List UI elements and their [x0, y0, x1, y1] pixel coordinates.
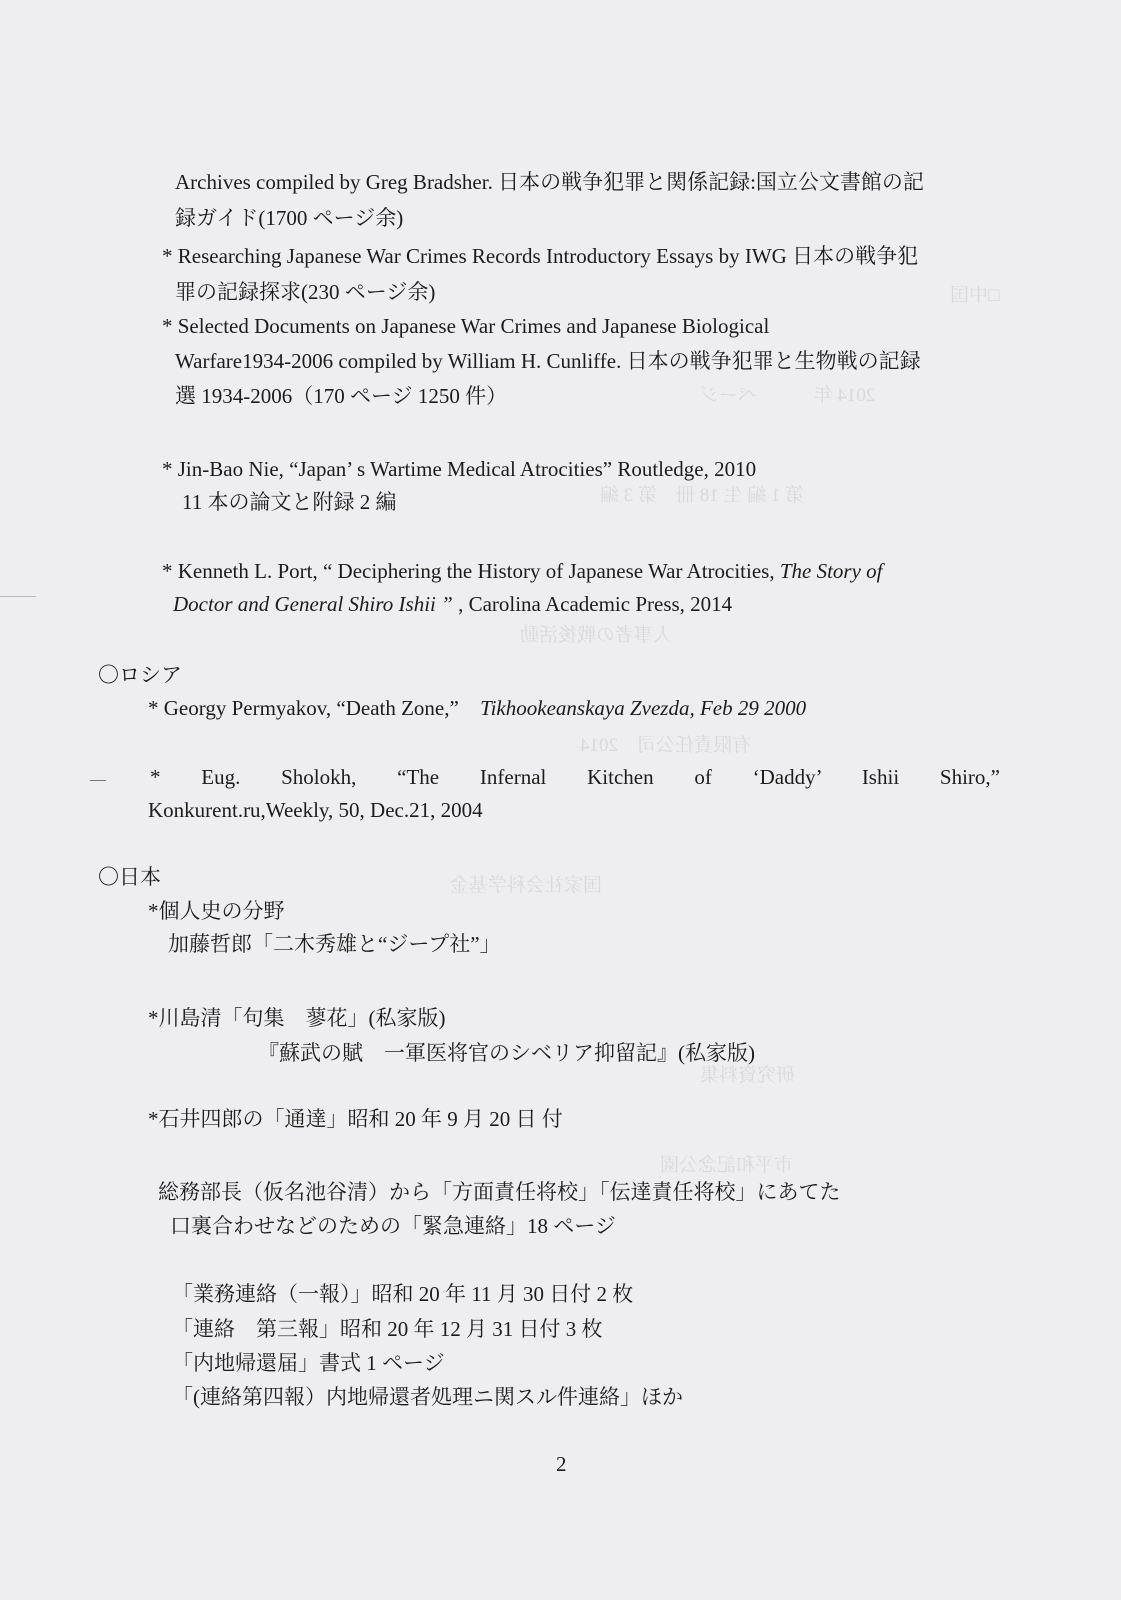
text-line: *石井四郎の「通達」昭和 20 年 9 月 20 日 付 — [148, 1107, 563, 1131]
bleed-through-text: 研究資料集 — [700, 1065, 796, 1086]
book-title: Doctor and General Shiro Ishii ” — [173, 592, 453, 616]
text-line: Warfare1934-2006 compiled by William H. Cunliffe. 日本の戦争犯罪と生物戦の記録 — [175, 349, 921, 373]
text-line: 「内地帰還届」書式 1 ページ — [172, 1351, 445, 1375]
text-line: *個人史の分野 — [148, 899, 285, 923]
text-line: * Researching Japanese War Crimes Records Introductory Essays by IWG 日本の戦争犯 — [162, 244, 919, 268]
text-line: *川島清「句集 蓼花」(私家版) — [148, 1006, 446, 1030]
text-line: Konkurent.ru,Weekly, 50, Dec.21, 2004 — [148, 798, 483, 822]
text-line: 録ガイド(1700 ページ余) — [175, 206, 404, 230]
book-title: The Story of — [779, 559, 883, 583]
bleed-through-text: 市平和記念公園 — [660, 1155, 794, 1176]
bleed-through-text: 2014 年 ページ — [700, 385, 876, 406]
bleed-through-text: □中国 — [950, 285, 1000, 306]
text-line: * Jin-Bao Nie, “Japan’ s Wartime Medical Atrocities” Routledge, 2010 — [162, 457, 757, 481]
text-line: Archives compiled by Greg Bradsher. 日本の戦争犯罪と関係記録:国立公文書館の記 — [175, 170, 924, 194]
section-heading-japan: 〇日本 — [98, 865, 161, 889]
reference-text: * Georgy Permyakov, “Death Zone,” — [148, 696, 459, 720]
bleed-through-text: 第 1 編 生 18 冊 第 3 編 — [600, 485, 805, 506]
scan-mark — [0, 596, 36, 597]
text-line — [162, 556, 883, 586]
text-line: 加藤哲郎「二木秀雄と“ジープ社”」 — [168, 932, 501, 956]
bleed-through-text: 人事者の戦後活動 — [520, 625, 673, 646]
text-line: 罪の記録探求(230 ページ余) — [175, 280, 436, 304]
text-line — [148, 693, 806, 723]
publication-title: Tikhookeanskaya Zvezda, Feb 29 2000 — [480, 696, 807, 720]
reference-text: , Carolina Academic Press, 2014 — [458, 592, 733, 616]
page-number: 2 — [556, 1452, 567, 1476]
text-line: * Selected Documents on Japanese War Crimes and Japanese Biological — [162, 314, 770, 338]
scan-mark — [90, 780, 106, 781]
section-heading-russia: 〇ロシア — [98, 663, 182, 687]
text-line: 『蘇武の賦 一軍医将官のシベリア抑留記』(私家版) — [258, 1041, 755, 1065]
text-line: 「業務連絡（一報）」昭和 20 年 11 月 30 日付 2 枚 — [172, 1282, 634, 1306]
text-line: 選 1934-2006（170 ページ 1250 件） — [175, 384, 508, 408]
text-line — [173, 589, 732, 619]
reference-text: * Kenneth L. Port, “ Deciphering the History of Japanese War Atrocities, — [162, 559, 775, 583]
text-line: 「(連絡第四報）内地帰還者処理ニ関スル件連絡」ほか — [172, 1385, 683, 1409]
text-line: * Eug. Sholokh, “The Infernal Kitchen of ‘Daddy’ Ishii Shiro,” — [150, 765, 1000, 789]
text-line: 「連絡 第三報」昭和 20 年 12 月 31 日付 3 枚 — [172, 1317, 603, 1341]
bleed-through-text: 有限責任公司 2014 — [580, 735, 752, 756]
bleed-through-text: 国家社会科学基金 — [450, 875, 603, 896]
text-line: 総務部長（仮名池谷清）から「方面責任将校」「伝達責任将校」にあてた — [158, 1180, 841, 1204]
text-line: 11 本の論文と附録 2 編 — [182, 490, 397, 514]
text-line: 口裏合わせなどのための「緊急連絡」18 ページ — [170, 1214, 616, 1238]
